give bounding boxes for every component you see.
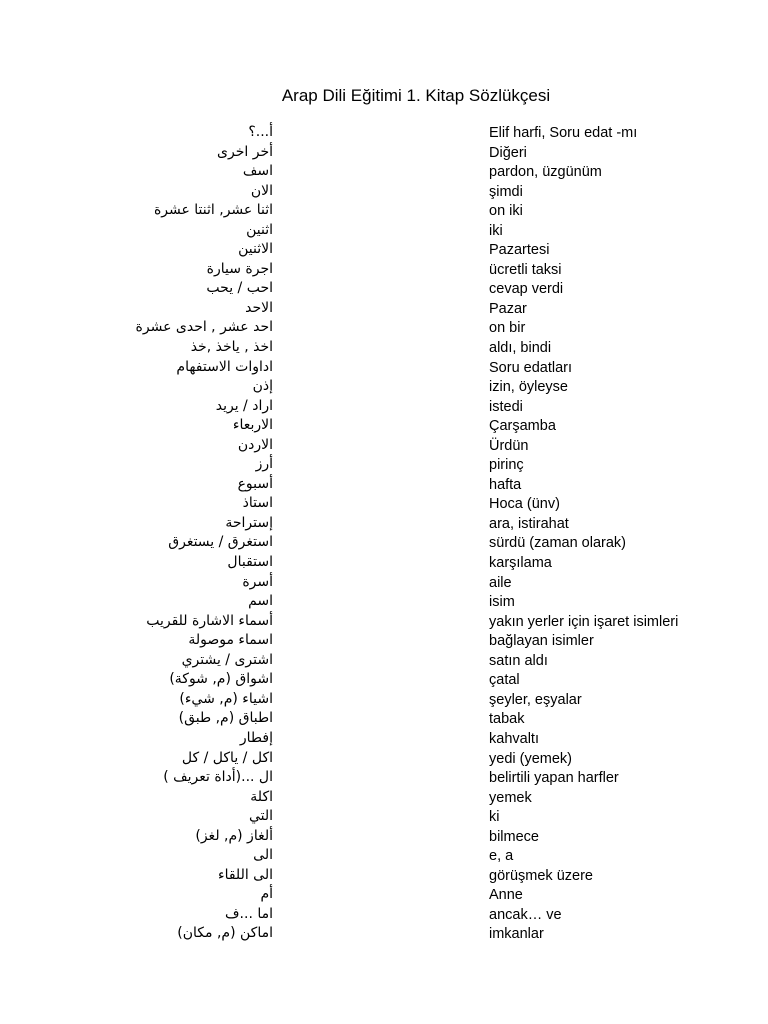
arabic-term: الان	[250, 182, 273, 199]
vocabulary-entry	[0, 846, 768, 866]
arabic-term: اثنين	[246, 221, 273, 238]
turkish-translation: ücretli taksi	[489, 261, 562, 278]
vocabulary-entry	[0, 318, 768, 338]
vocabulary-entry	[0, 260, 768, 280]
arabic-term: ال ...(أداة تعريف )	[163, 769, 273, 786]
arabic-term: الى اللقاء	[218, 866, 273, 883]
vocabulary-entry	[0, 651, 768, 671]
turkish-translation: karşılama	[489, 555, 552, 572]
vocabulary-entry	[0, 827, 768, 847]
vocabulary-entry	[0, 397, 768, 417]
arabic-term: إذن	[252, 378, 273, 395]
vocabulary-entry	[0, 788, 768, 808]
turkish-translation: imkanlar	[489, 926, 544, 943]
vocabulary-entry	[0, 866, 768, 886]
arabic-term: أخر اخرى	[217, 143, 273, 160]
arabic-term: أسماء الاشارة للقريب	[146, 612, 273, 629]
arabic-term: الاربعاء	[232, 417, 273, 434]
vocabulary-entry	[0, 573, 768, 593]
vocabulary-entry	[0, 455, 768, 475]
arabic-term: اكل / ياكل / كل	[181, 749, 273, 766]
vocabulary-entry	[0, 299, 768, 319]
turkish-translation: çatal	[489, 672, 520, 689]
turkish-translation: pardon, üzgünüm	[489, 164, 602, 181]
turkish-translation: tabak	[489, 711, 525, 728]
arabic-term: استاذ	[242, 495, 273, 512]
vocabulary-entry	[0, 885, 768, 905]
turkish-translation: pirinç	[489, 457, 524, 474]
vocabulary-entry	[0, 924, 768, 944]
vocabulary-entry	[0, 807, 768, 827]
vocabulary-entry	[0, 377, 768, 397]
turkish-translation: istedi	[489, 398, 523, 415]
vocabulary-entry	[0, 729, 768, 749]
turkish-translation: bilmece	[489, 828, 539, 845]
vocabulary-entry	[0, 592, 768, 612]
vocabulary-entry	[0, 553, 768, 573]
arabic-term: إفطار	[239, 729, 273, 746]
turkish-translation: Diğeri	[489, 144, 527, 161]
arabic-term: اطباق (م, طبق)	[178, 710, 273, 727]
turkish-translation: yemek	[489, 789, 532, 806]
turkish-translation: aldı, bindi	[489, 340, 552, 357]
arabic-term: إستراحة	[225, 514, 273, 531]
turkish-translation: şeyler, eşyalar	[489, 691, 582, 708]
vocabulary-entry	[0, 709, 768, 729]
vocabulary-entry	[0, 612, 768, 632]
vocabulary-entry	[0, 631, 768, 651]
vocabulary-entry	[0, 475, 768, 495]
turkish-translation: Soru edatları	[489, 359, 573, 376]
arabic-term: أسرة	[242, 573, 273, 590]
vocabulary-entry	[0, 182, 768, 202]
vocabulary-entry	[0, 749, 768, 769]
turkish-translation: izin, öyleyse	[489, 379, 568, 396]
arabic-term: اشياء (م, شيء)	[179, 690, 273, 707]
vocabulary-entry	[0, 905, 768, 925]
arabic-term: اكلة	[250, 788, 273, 805]
turkish-translation: Pazartesi	[489, 242, 550, 259]
arabic-term: الاثنين	[238, 241, 273, 258]
vocabulary-list	[0, 123, 768, 944]
turkish-translation: cevap verdi	[489, 281, 564, 298]
arabic-term: اراد / يريد	[215, 397, 273, 414]
arabic-term: استقبال	[227, 554, 273, 571]
turkish-translation: bağlayan isimler	[489, 633, 594, 650]
vocabulary-entry	[0, 221, 768, 241]
arabic-term: التي	[248, 808, 273, 825]
turkish-translation: Çarşamba	[489, 418, 556, 435]
vocabulary-entry	[0, 690, 768, 710]
turkish-translation: Anne	[489, 887, 523, 904]
arabic-term: اشترى / يشتري	[181, 651, 273, 668]
vocabulary-entry	[0, 436, 768, 456]
arabic-term: اخذ , ياخذ ,خذ	[190, 339, 273, 356]
turkish-translation: ancak… ve	[489, 906, 562, 923]
arabic-term: اثنا عشر, اثنتا عشرة	[153, 202, 273, 219]
turkish-translation: iki	[489, 222, 503, 239]
arabic-term: اشواق (م, شوكة)	[169, 671, 273, 688]
arabic-term: الى	[253, 847, 273, 864]
turkish-translation: kahvaltı	[489, 730, 539, 747]
turkish-translation: ara, istirahat	[489, 515, 569, 532]
arabic-term: اما ...ف	[225, 905, 273, 922]
turkish-translation: Ürdün	[489, 437, 529, 454]
turkish-translation: yedi (yemek)	[489, 750, 572, 767]
arabic-term: اجرة سيارة	[206, 260, 273, 277]
turkish-translation: Elif harfi, Soru edat -mı	[489, 125, 638, 141]
vocabulary-entry	[0, 201, 768, 221]
vocabulary-entry	[0, 279, 768, 299]
arabic-term: اماكن (م, مكان)	[177, 925, 273, 942]
vocabulary-entry	[0, 240, 768, 260]
arabic-term: أ...؟	[248, 124, 273, 140]
vocabulary-entry	[0, 416, 768, 436]
turkish-translation: yakın yerler için işaret isimleri	[489, 613, 679, 630]
vocabulary-entry	[0, 358, 768, 378]
arabic-term: اسماء موصولة	[188, 632, 273, 649]
vocabulary-entry	[0, 494, 768, 514]
arabic-term: أرز	[255, 456, 273, 473]
arabic-term: اداوات الاستفهام	[176, 358, 273, 375]
vocabulary-entry	[0, 670, 768, 690]
turkish-translation: satın aldı	[489, 652, 548, 669]
vocabulary-entry	[0, 143, 768, 163]
vocabulary-entry	[0, 162, 768, 182]
turkish-translation: e, a	[489, 848, 514, 865]
vocabulary-entry	[0, 514, 768, 534]
arabic-term: أم	[260, 886, 273, 903]
arabic-term: اسم	[248, 593, 273, 610]
arabic-term: احب / يحب	[206, 280, 273, 297]
vocabulary-entry	[0, 533, 768, 553]
arabic-term: اسف	[242, 163, 273, 180]
arabic-term: استغرق / يستغرق	[168, 534, 273, 551]
page-title: Arap Dili Eğitimi 1. Kitap Sözlükçesi	[281, 86, 551, 105]
vocabulary-entry	[0, 123, 768, 143]
arabic-term: احد عشر , احدى عشرة	[135, 319, 273, 336]
turkish-translation: hafta	[489, 476, 522, 493]
turkish-translation: on iki	[489, 203, 523, 220]
turkish-translation: görüşmek üzere	[489, 867, 593, 884]
vocabulary-entry	[0, 768, 768, 788]
turkish-translation: Pazar	[489, 300, 527, 317]
turkish-translation: on bir	[489, 320, 526, 337]
turkish-translation: Hoca (ünv)	[489, 496, 560, 513]
vocabulary-entry	[0, 338, 768, 358]
turkish-translation: şimdi	[489, 183, 523, 200]
arabic-term: الاحد	[245, 299, 273, 316]
arabic-term: أسبوع	[237, 475, 273, 492]
turkish-translation: ki	[489, 809, 500, 826]
turkish-translation: belirtili yapan harfler	[489, 770, 619, 787]
arabic-term: الاردن	[237, 436, 273, 453]
arabic-term: ألغاز (م, لغز)	[195, 827, 273, 844]
turkish-translation: isim	[489, 594, 515, 611]
turkish-translation: sürdü (zaman olarak)	[489, 535, 626, 552]
turkish-translation: aile	[489, 574, 512, 591]
